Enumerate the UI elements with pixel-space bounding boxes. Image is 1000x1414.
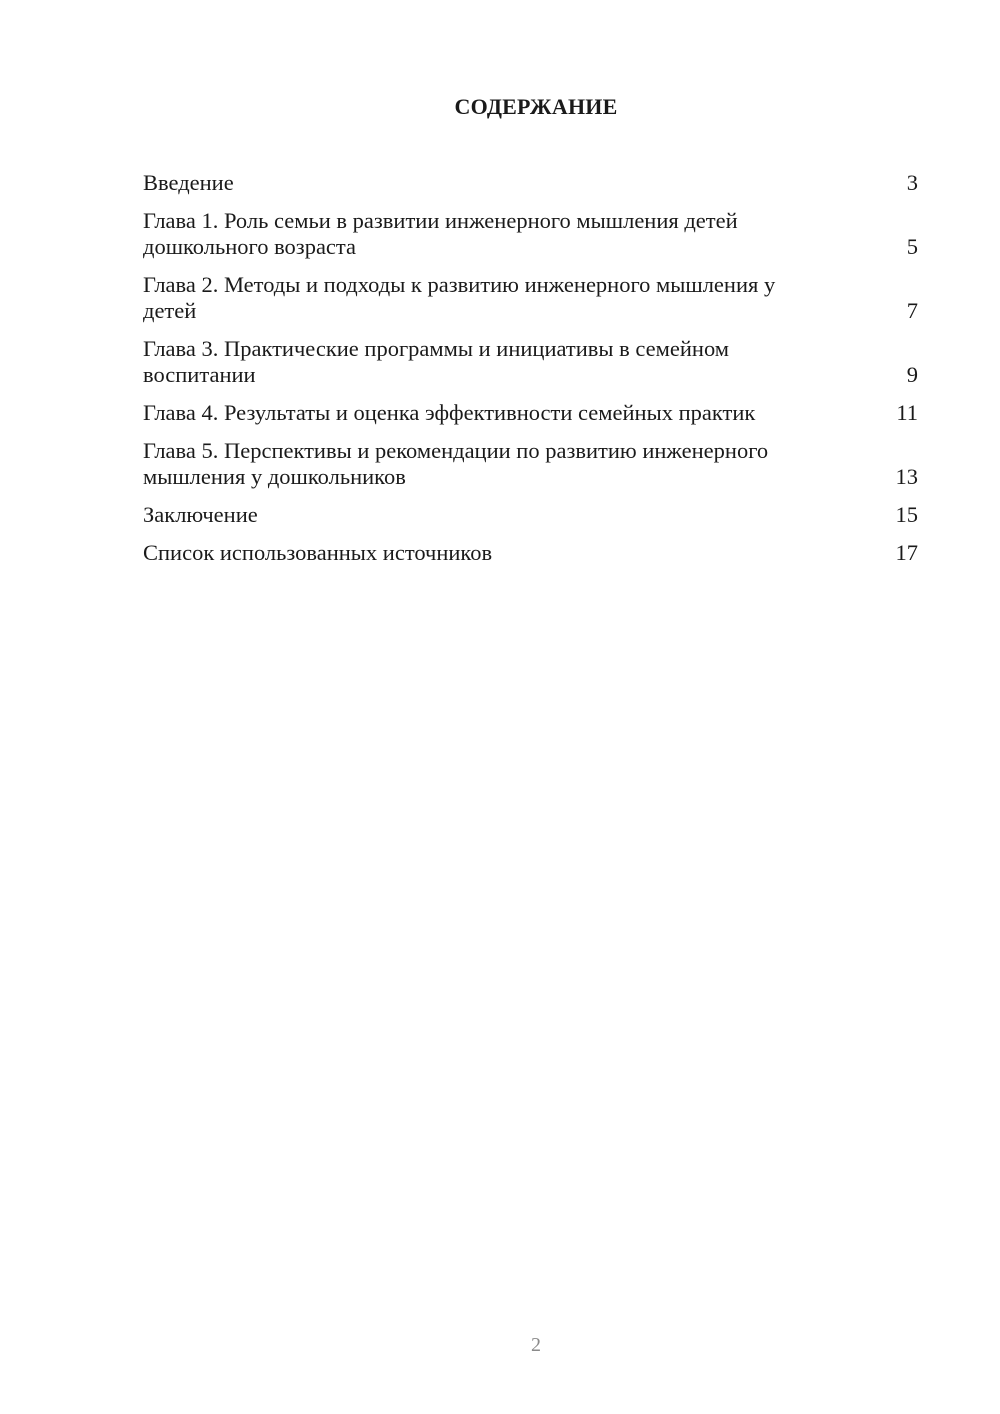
toc-entry-label: Глава 3. Практические программы и инициативы в семейном воспитании — [143, 336, 729, 387]
toc-entry-page-number: 3 — [906, 170, 918, 195]
toc-entry-page-number: 15 — [895, 502, 918, 527]
toc-entry-references — [143, 540, 918, 566]
toc-entry-conclusion — [143, 502, 918, 528]
toc-entry-chapter-4 — [143, 400, 918, 426]
toc-entry-page-number: 5 — [906, 234, 918, 259]
toc-entry-label: Введение — [143, 170, 234, 195]
toc-entry-page-number: 11 — [896, 400, 918, 425]
toc-entry-introduction — [143, 170, 918, 196]
toc-entry-page-number: 17 — [895, 540, 918, 565]
toc-entry-chapter-1 — [143, 208, 918, 260]
toc-entry-label: Заключение — [143, 502, 258, 527]
toc-entry-label: Глава 2. Методы и подходы к развитию инженерного мышления у детей — [143, 272, 776, 323]
toc-entry-label: Глава 1. Роль семьи в развитии инженерного мышления детей дошкольного возраста — [143, 208, 738, 259]
toc-entry-page-number: 7 — [906, 298, 918, 323]
toc-entry-label: Список использованных источников — [143, 540, 493, 565]
toc-entry-chapter-2 — [143, 272, 918, 324]
toc-entry-page-number: 9 — [906, 362, 918, 387]
table-of-contents — [143, 170, 918, 578]
page-title: СОДЕРЖАНИЕ — [454, 94, 618, 119]
toc-entry-label: Глава 4. Результаты и оценка эффективности семейных практик — [143, 400, 756, 425]
toc-entry-chapter-5 — [143, 438, 918, 490]
toc-entry-label: Глава 5. Перспективы и рекомендации по развитию инженерного мышления у дошкольников — [143, 438, 769, 489]
toc-entry-page-number: 13 — [895, 464, 918, 489]
page-number: 2 — [531, 1334, 541, 1356]
toc-entry-chapter-3 — [143, 336, 918, 388]
